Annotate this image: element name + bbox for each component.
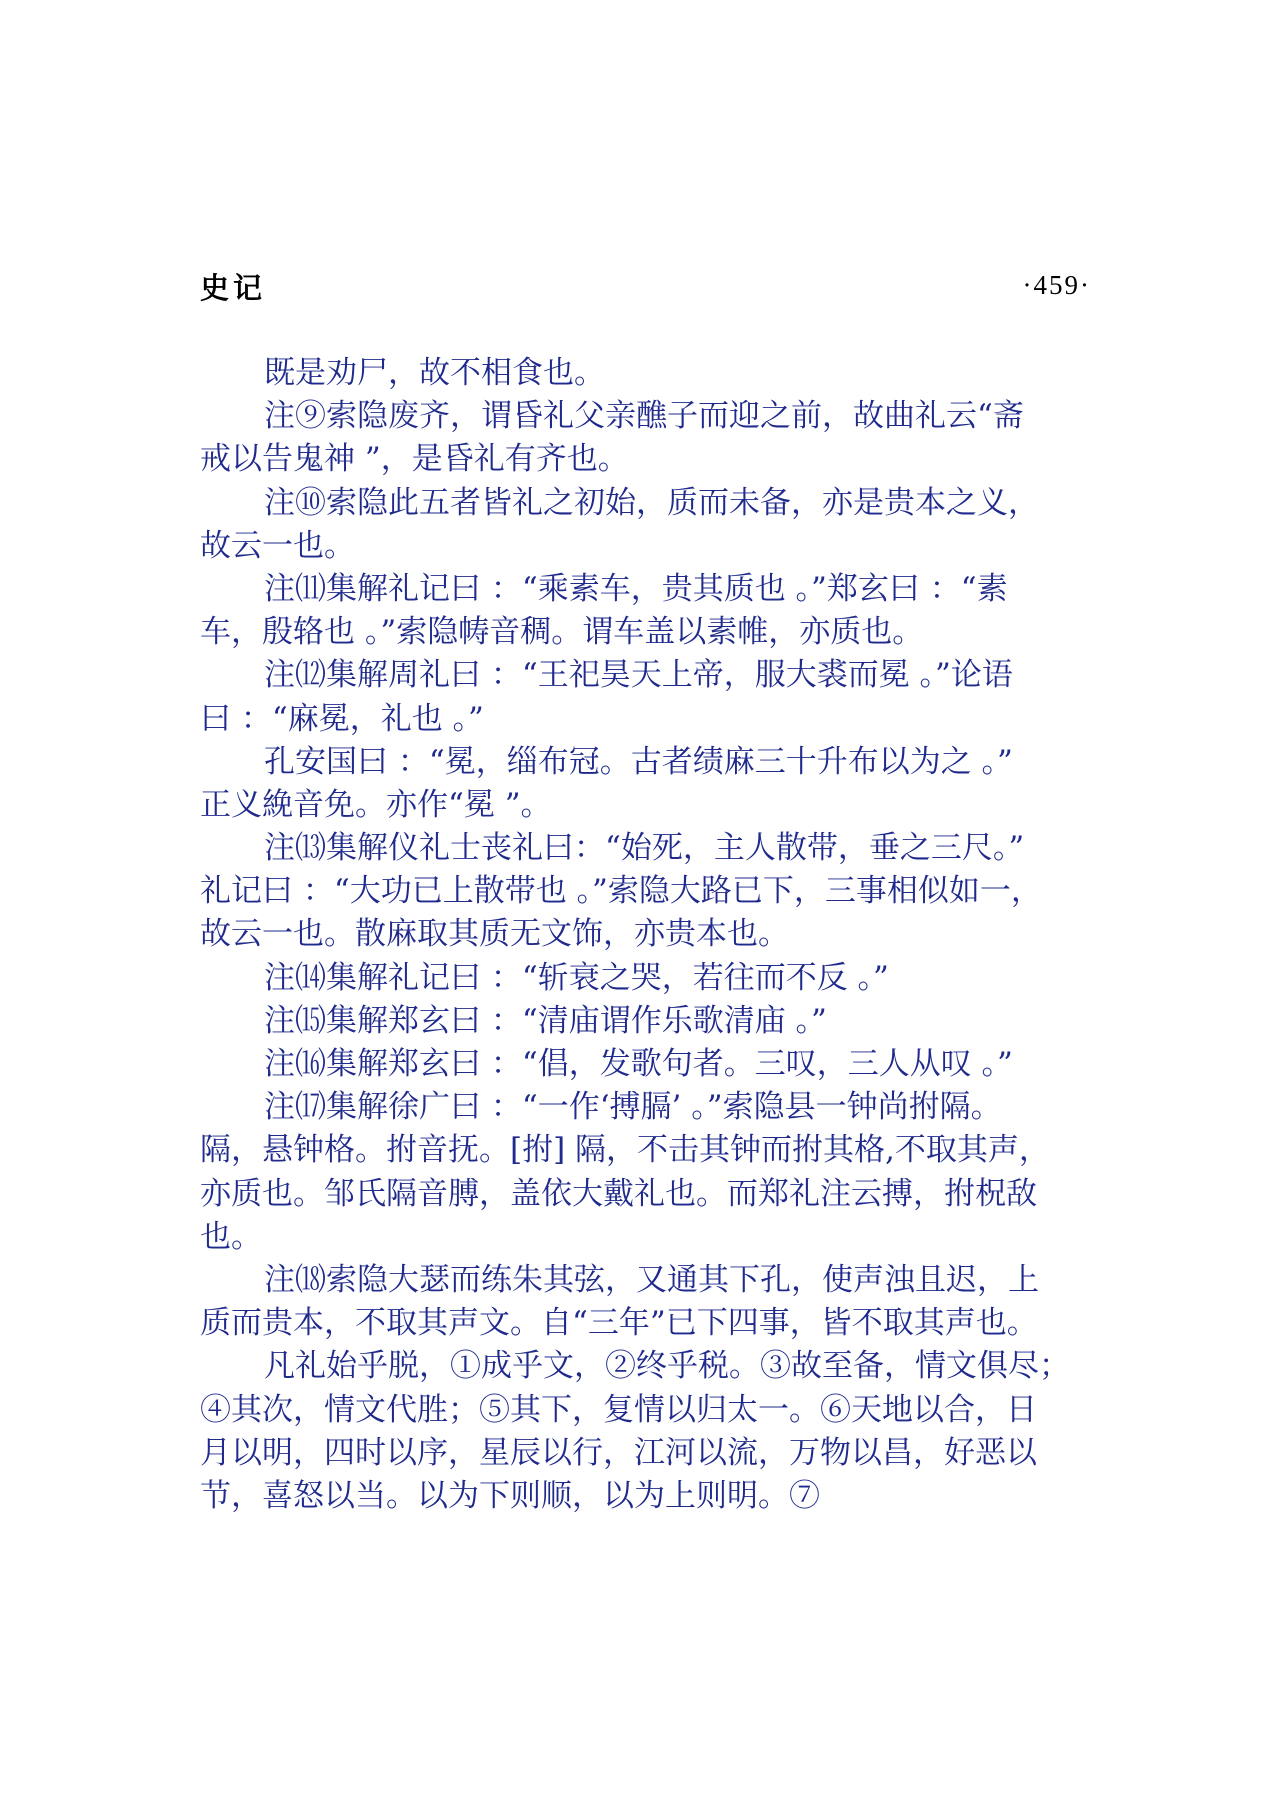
text-line: 注⒂集解郑玄曰 ：“清庙谓作乐歌清庙 。”: [264, 1002, 827, 1039]
text-line: 节，喜怒以当。以为下则顺，以为上则明。⑦: [200, 1477, 820, 1514]
text-line: 故云一也。散麻取其质无文饰，亦贵本也。: [200, 916, 789, 953]
text-line: 注⒀集解仪礼士丧礼曰：“始死，主人散带，垂之三尺。”: [264, 830, 1025, 867]
text-line: 亦质也。邹氏隔音膊，盖依大戴礼也。而郑礼注云搏，拊柷敌: [200, 1175, 1037, 1212]
text-line: 戒以告鬼神 ”，是昏礼有齐也。: [200, 441, 629, 478]
text-line: 注⒄集解徐广曰 ：“一作‘搏膈’ 。”索隐县一钟尚拊隔。: [264, 1089, 1002, 1126]
text-line: 车，殷辂也 。”索隐帱音稠。谓车盖以素帷，亦质也。: [200, 614, 924, 651]
text-line: 注⑩索隐此五者皆礼之初始，质而未备，亦是贵本之义，: [264, 484, 1039, 521]
text-line: ④其次，情文代胜；⑤其下，复情以归太一。⑥天地以合，日: [200, 1391, 1037, 1428]
text-line: 注⒁集解礼记曰 ：“斩衰之哭，若往而不反 。”: [264, 959, 889, 996]
text-line: 礼记曰 ：“大功已上散带也 。”索隐大路已下，三事相似如一，: [200, 873, 1042, 910]
text-line: 注⑿集解周礼曰 ：“王祀昊天上帝，服大裘而冕 。”论语: [264, 657, 1013, 694]
text-line: 质而贵本，不取其声文。自“三年”已下四事，皆不取其声也。: [200, 1305, 1038, 1342]
text-line: 隔，悬钟格。拊音抚。[拊] 隔，不击其钟而拊其格,不取其声，: [200, 1132, 1050, 1169]
text-line: 孔安国曰 ：“冕，缁布冠。古者绩麻三十升布以为之 。”: [264, 743, 1013, 780]
text-line: 注⑾集解礼记曰 ：“乘素车，贵其质也 。”郑玄曰 ：“素: [264, 570, 1008, 607]
text-line: 注⒅索隐大瑟而练朱其弦，又通其下孔，使声浊且迟，上: [264, 1261, 1039, 1298]
text-line: 注⒃集解郑玄曰 ：“倡，发歌句者。三叹，三人从叹 。”: [264, 1046, 1013, 1082]
text-line: 正义絻音免。亦作“冕 ”。: [200, 786, 552, 823]
text-line: 注⑨索隐废齐，谓昏礼父亲醮子而迎之前，故曲礼云“斋: [264, 398, 1024, 435]
body-text: [200, 352, 1100, 1518]
text-line: 曰 ：“麻冕，礼也 。”: [200, 700, 484, 737]
book-title: 史记: [200, 271, 267, 305]
text-line: 也。: [200, 1218, 262, 1255]
page-number: ·459·: [1022, 270, 1091, 300]
text-line: 凡礼始乎脱，①成乎文，②终乎税。③故至备，情文俱尽；: [264, 1348, 1070, 1385]
page-header: [200, 266, 1091, 310]
text-line: 月以明，四时以序，星辰以行，江河以流，万物以昌，好恶以: [200, 1434, 1037, 1471]
text-line: 故云一也。: [200, 527, 355, 564]
text-line: 既是劝尸，故不相食也。: [264, 355, 605, 391]
